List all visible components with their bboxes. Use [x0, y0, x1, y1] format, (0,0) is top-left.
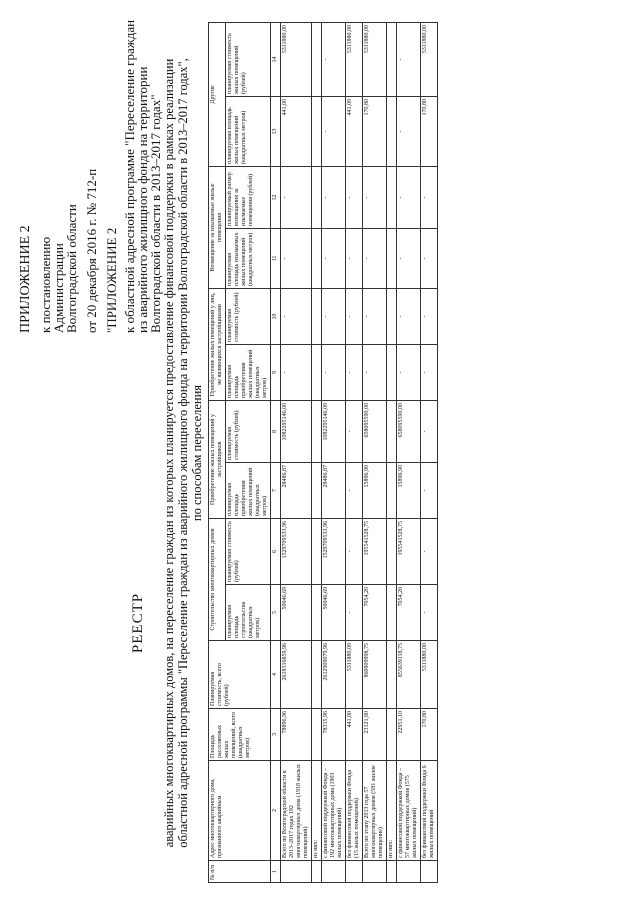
table-cell-area: 441,00 [346, 709, 363, 761]
table-cell-c7: 28486,87 [281, 462, 312, 518]
table-cell-c5: 50046,69 [281, 585, 312, 641]
table-cell-address: Всего по этапу 2013 года 57 многоквартирных домов (581 жилое помещение) [363, 761, 387, 861]
subtitle-line: по способам переселения [190, 384, 204, 522]
table-cell-num [346, 861, 363, 883]
table-cell-c13: 441,00 [281, 96, 312, 166]
table-cell-area: 22951,10 [397, 709, 421, 761]
table-cell-c9: - [397, 344, 421, 400]
table-cell-address: из них: [312, 761, 322, 861]
rotated-sheet [12, 13, 622, 893]
table-cell-c9: - [281, 344, 312, 400]
column-number: 6 [271, 518, 281, 584]
table-cell-c9: - [421, 344, 438, 400]
subheader: планируемая площадь приобретения жилых помещений (квадратных метров) [226, 344, 271, 400]
registry-subtitle [162, 23, 204, 883]
table-cell-c8 [387, 400, 397, 462]
column-number: 2 [271, 761, 281, 861]
table-cell-cost: 860909998,75 [363, 641, 387, 709]
table-cell-c9: - [363, 344, 387, 400]
table-cell-c10 [387, 288, 397, 344]
table-cell-c7: 15896,90 [397, 462, 421, 518]
table-cell-c7: - [346, 462, 363, 518]
column-number: 10 [271, 288, 281, 344]
header-compensation: Возмещение за изымаемые жилые помещения [209, 166, 226, 288]
table-cell-address: без финансовой поддержки Фонда (15 жилых помещений) [346, 761, 363, 861]
column-number: 13 [271, 96, 281, 166]
table-cell-c6: 1529709533,96 [322, 518, 346, 584]
table-cell-c7: - [421, 462, 438, 518]
table-cell-c10: - [397, 288, 421, 344]
table-cell-c12: - [346, 166, 363, 228]
table-cell-address: из них: [387, 761, 397, 861]
table-cell-c13: 170,80 [421, 96, 438, 166]
table-cell-c10: - [281, 288, 312, 344]
table-cell-area: 78896,96 [281, 709, 312, 761]
table-cell-cost: 855639118,75 [397, 641, 421, 709]
table-cell-c14: - [397, 22, 421, 96]
table-cell-c14: 5311880,00 [363, 22, 387, 96]
table-cell-c5: 50046,69 [322, 585, 346, 641]
table-cell-c11: - [397, 228, 421, 288]
subheader: планируемая стоимость (рублей) [226, 400, 271, 462]
subheader: планируемая стоимость (рублей) [226, 288, 271, 344]
subheader: планируемый размер возмещения за изымаемые помещения (рублей) [226, 166, 271, 228]
table-cell-c11 [312, 228, 322, 288]
table-cell-cost [387, 641, 397, 709]
appendix-quote: "ПРИЛОЖЕНИЕ 2 [104, 227, 119, 333]
column-number: 3 [271, 709, 281, 761]
column-number: 9 [271, 344, 281, 400]
table-cell-num [363, 861, 387, 883]
column-number: 8 [271, 400, 281, 462]
table-cell-cost: 5311880,00 [346, 641, 363, 709]
table-cell-num [322, 861, 346, 883]
table-cell-c6: 195541528,75 [363, 518, 387, 584]
subheader: планируемая площадь жилых помещений (квадратных метров) [226, 96, 271, 166]
table-cell-c8: 658095590,00 [363, 400, 387, 462]
table-cell-c12 [312, 166, 322, 228]
table-cell-area [312, 709, 322, 761]
table-cell-c12: - [363, 166, 387, 228]
table-cell-address: без финансовой поддержки Фонда 6 жилых помещений [421, 761, 438, 861]
program-line: Волгоградской области в 2013–2017 годах" [148, 94, 163, 333]
table-cell-c8 [312, 400, 322, 462]
resolution-line: Волгоградской области [64, 204, 79, 333]
table-row [421, 22, 438, 882]
table-cell-c14: 5311880,00 [346, 22, 363, 96]
table-cell-c11: - [281, 228, 312, 288]
table-cell-c13 [312, 96, 322, 166]
table-cell-c10: - [421, 288, 438, 344]
program-line: к областной адресной программе "Переселение граждан [122, 19, 137, 333]
table-cell-c11 [387, 228, 397, 288]
table-row [312, 22, 322, 882]
column-number: 11 [271, 228, 281, 288]
table-cell-c5: 7054,20 [397, 585, 421, 641]
table-cell-c6: 1529709533,96 [281, 518, 312, 584]
registry-table [208, 22, 438, 883]
table-cell-area: 78315,96 [322, 709, 346, 761]
header-cost: Планируемая стоимость, всего (рублей) [209, 641, 271, 709]
header-other: Другие [209, 22, 226, 166]
table-cell-c6: 195541528,75 [397, 518, 421, 584]
header-address: Адрес многоквартирного дома, признанного аварийным [209, 761, 271, 861]
registry-title: РЕЕСТР [130, 592, 146, 654]
table-cell-c12: - [281, 166, 312, 228]
table-cell-num [387, 861, 397, 883]
table-row [281, 22, 312, 882]
subheader: планируемая площадь изымаемых жилых помещений (квадратных метров) [226, 228, 271, 288]
subtitle-line: областной адресной программы "Переселение граждан из аварийного жилищного фонда на территории Волгоградской области в 2013–2017 годах", [176, 58, 190, 848]
table-cell-c6: - [346, 518, 363, 584]
table-cell-c14: 5311880,00 [281, 22, 312, 96]
table-cell-area: 23121,80 [363, 709, 387, 761]
table-cell-c14: 5311880,00 [421, 22, 438, 96]
table-cell-c11: - [363, 228, 387, 288]
table-cell-c11: - [421, 228, 438, 288]
table-cell-c9 [387, 344, 397, 400]
table-row [387, 22, 397, 882]
date-number-line: от 20 декабря 2016 г. № 712-п [84, 168, 99, 333]
table-cell-address: Всего по Волгоградской области в 2013–2017 годах 192 многоквартирных дома (1918 жилых помещений) [281, 761, 312, 861]
table-cell-cost: 2612909079,96 [322, 641, 346, 709]
header-construction: Строительство многоквартирных домов [209, 518, 226, 640]
table-cell-num [397, 861, 421, 883]
table-cell-c5 [312, 585, 322, 641]
table-cell-c12: - [397, 166, 421, 228]
column-number: 5 [271, 585, 281, 641]
column-number: 1 [271, 861, 281, 883]
program-line: из аварийного жилищного фонда на территории [135, 66, 150, 333]
table-cell-c14: - [322, 22, 346, 96]
table-cell-c8: - [421, 400, 438, 462]
table-cell-c13: - [322, 96, 346, 166]
subheader: планируемая площадь строительства (квадратных метров) [226, 585, 271, 641]
table-cell-c13: 170,80 [363, 96, 387, 166]
table-cell-c8: 658095590,00 [397, 400, 421, 462]
table-cell-c6: - [421, 518, 438, 584]
table-row [397, 22, 421, 882]
table-cell-num [312, 861, 322, 883]
table-cell-c12: - [322, 166, 346, 228]
table-cell-address: с финансовой поддержкой Фонда – 57 многоквартирных домов (575 жилых помещений) [397, 761, 421, 861]
table-cell-c12: - [421, 166, 438, 228]
table-cell-c6 [387, 518, 397, 584]
table-cell-cost: 2618316859,96 [281, 641, 312, 709]
table-cell-c5: 7054,20 [363, 585, 387, 641]
table-cell-c8: 1082295146,00 [322, 400, 346, 462]
subheader: планируемая площадь приобретения жилых помещений (квадратных метров) [226, 462, 271, 518]
table-cell-c9 [312, 344, 322, 400]
table-cell-c14 [312, 22, 322, 96]
table-cell-area: 170,80 [421, 709, 438, 761]
table-cell-c13: 441,00 [346, 96, 363, 166]
table-row [363, 22, 387, 882]
table-cell-c10: - [346, 288, 363, 344]
table-cell-c7 [387, 462, 397, 518]
column-number: 12 [271, 166, 281, 228]
table-cell-c5 [387, 585, 397, 641]
table-cell-c6 [312, 518, 322, 584]
table-body [271, 22, 438, 882]
table-row [346, 22, 363, 882]
column-number: 14 [271, 22, 281, 96]
table-cell-c7: 28486,87 [322, 462, 346, 518]
resolution-line: к постановлению [38, 236, 53, 333]
table-cell-c7 [312, 462, 322, 518]
table-cell-c9: - [322, 344, 346, 400]
table-cell-c5: - [346, 585, 363, 641]
table-cell-cost: 5311880,00 [421, 641, 438, 709]
table-cell-c8: - [346, 400, 363, 462]
table-cell-c12 [387, 166, 397, 228]
table-cell-c10: - [363, 288, 387, 344]
table-cell-area [387, 709, 397, 761]
table-cell-c9: - [346, 344, 363, 400]
appendix-title: ПРИЛОЖЕНИЕ 2 [18, 225, 33, 333]
table-row [322, 22, 346, 882]
header-acquisition-developers: Приобретение жилых помещений у застройщиков [209, 400, 226, 518]
header-num: № п/п [209, 861, 271, 883]
table-cell-c10: - [322, 288, 346, 344]
table-cell-address: с финансовой поддержкой Фонда – 192 многоквартирных дома (1903 жилых помещений) [322, 761, 346, 861]
header-area: Площадь расселяемых жилых помещений, всего (квадратных метров) [209, 709, 271, 761]
header-acquisition-nondevelopers: Приобретение жилых помещений у лиц, не являющихся застройщиками [209, 288, 226, 400]
resolution-line: Администрации [51, 243, 66, 333]
table-cell-c14 [387, 22, 397, 96]
column-number-row [271, 22, 281, 882]
column-number: 4 [271, 641, 281, 709]
table-cell-c8: 1082295146,00 [281, 400, 312, 462]
table-cell-num [281, 861, 312, 883]
table-cell-c11: - [346, 228, 363, 288]
table-cell-c11: - [322, 228, 346, 288]
table-cell-c13 [387, 96, 397, 166]
column-number: 7 [271, 462, 281, 518]
subtitle-line: аварийных многоквартирных домов, на переселение граждан из которых планируется предоставление финансовой поддержки в рамках реализации [162, 58, 176, 848]
table-cell-c10 [312, 288, 322, 344]
table-cell-c5: - [421, 585, 438, 641]
table-cell-num [421, 861, 438, 883]
table-cell-c7: 15896,90 [363, 462, 387, 518]
table-cell-cost [312, 641, 322, 709]
table-cell-c13: - [397, 96, 421, 166]
subheader: планируемая стоимость (рублей) [226, 518, 271, 584]
subheader: планируемая стоимость жилых помещений (рублей) [226, 22, 271, 96]
